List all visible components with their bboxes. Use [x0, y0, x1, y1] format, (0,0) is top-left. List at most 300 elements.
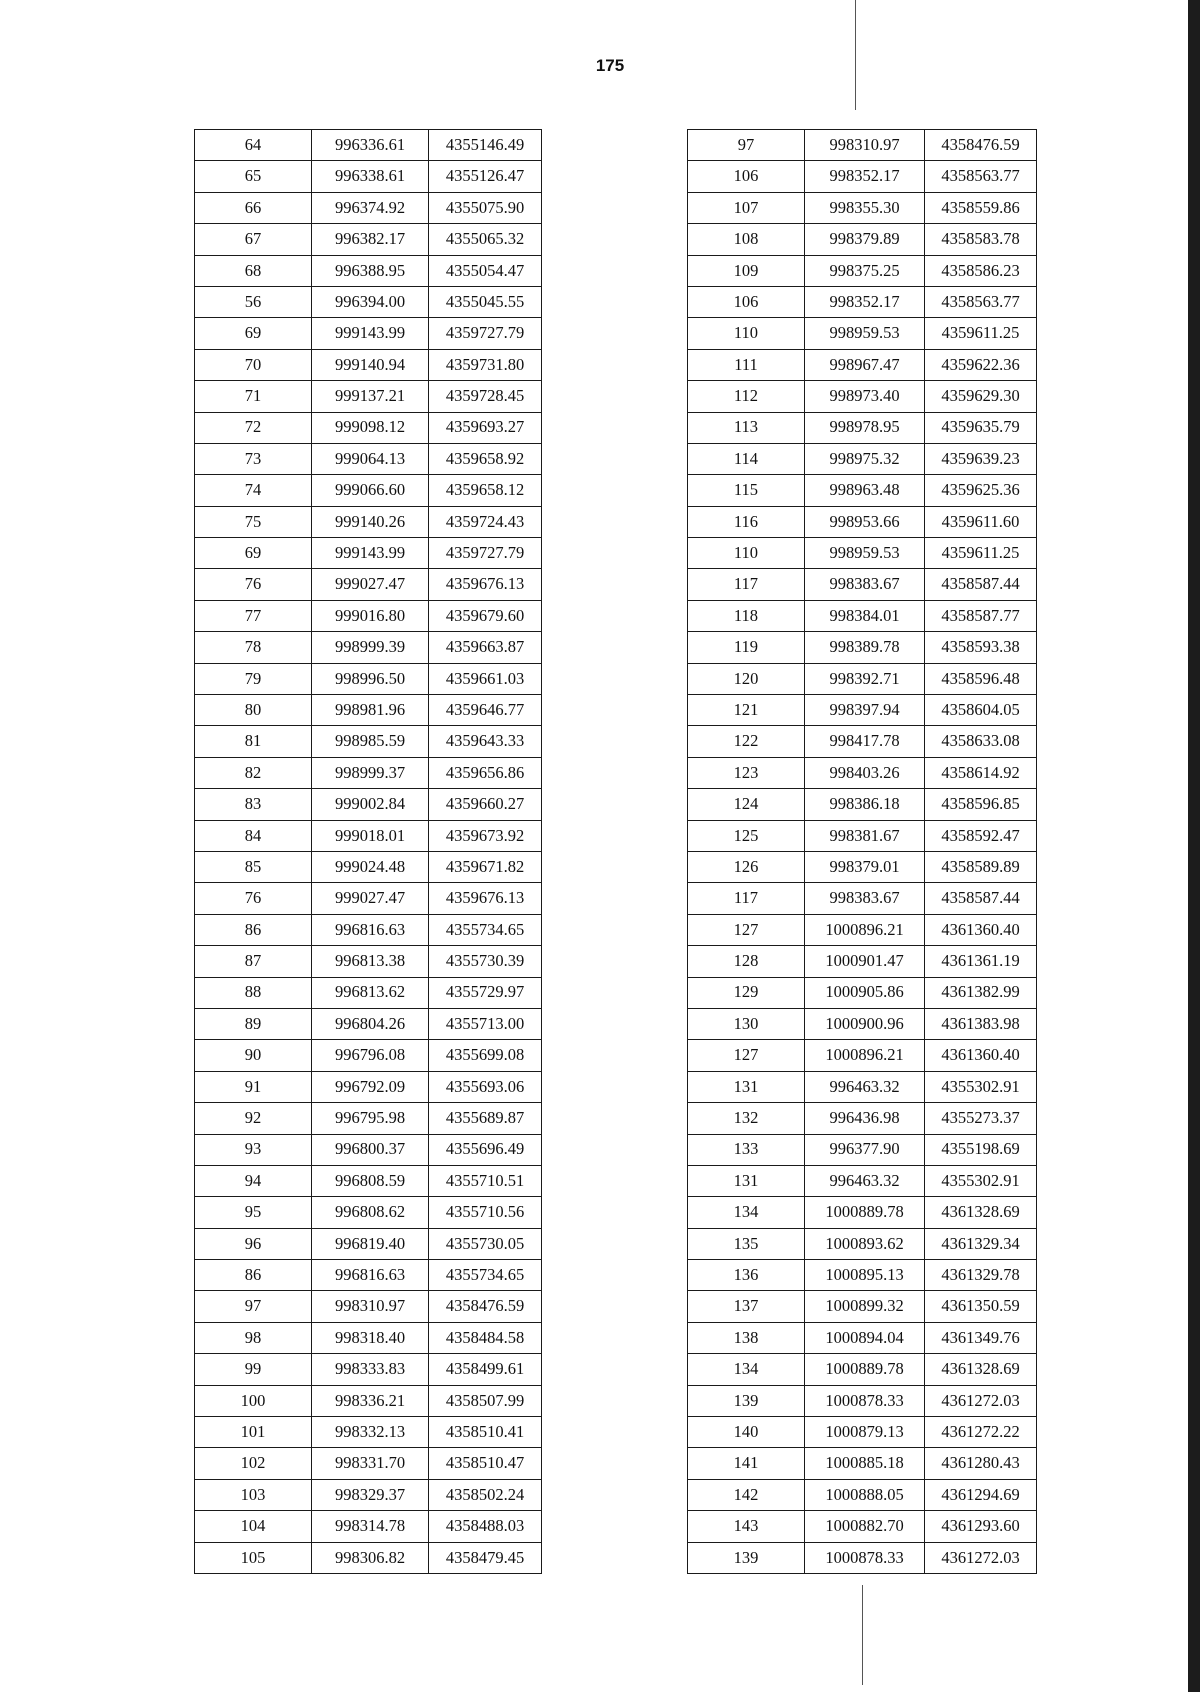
y-coordinate-cell: 4361272.22	[925, 1417, 1037, 1448]
x-coordinate-cell: 996804.26	[312, 1008, 429, 1039]
x-coordinate-cell: 998967.47	[805, 349, 925, 380]
point-number-cell: 124	[688, 789, 805, 820]
x-coordinate-cell: 998981.96	[312, 695, 429, 726]
y-coordinate-cell: 4358583.78	[925, 224, 1037, 255]
table-row	[195, 1197, 542, 1228]
table-row	[195, 349, 542, 380]
y-coordinate-cell: 4361360.40	[925, 914, 1037, 945]
x-coordinate-cell: 999098.12	[312, 412, 429, 443]
y-coordinate-cell: 4359724.43	[429, 506, 542, 537]
x-coordinate-cell: 999137.21	[312, 381, 429, 412]
x-coordinate-cell: 998333.83	[312, 1354, 429, 1385]
x-coordinate-cell: 998329.37	[312, 1479, 429, 1510]
x-coordinate-cell: 999140.94	[312, 349, 429, 380]
table-row	[195, 475, 542, 506]
x-coordinate-cell: 998352.17	[805, 161, 925, 192]
x-coordinate-cell: 996819.40	[312, 1228, 429, 1259]
y-coordinate-cell: 4359676.13	[429, 883, 542, 914]
point-number-cell: 79	[195, 663, 312, 694]
x-coordinate-cell: 998355.30	[805, 192, 925, 223]
point-number-cell: 102	[195, 1448, 312, 1479]
table-row	[195, 789, 542, 820]
point-number-cell: 89	[195, 1008, 312, 1039]
x-coordinate-cell: 1000888.05	[805, 1479, 925, 1510]
y-coordinate-cell: 4355146.49	[429, 130, 542, 161]
x-coordinate-cell: 998389.78	[805, 632, 925, 663]
table-row	[195, 757, 542, 788]
x-coordinate-cell: 998996.50	[312, 663, 429, 694]
y-coordinate-cell: 4355734.65	[429, 914, 542, 945]
x-coordinate-cell: 998392.71	[805, 663, 925, 694]
y-coordinate-cell: 4359727.79	[429, 318, 542, 349]
x-coordinate-cell: 1000905.86	[805, 977, 925, 1008]
y-coordinate-cell: 4355126.47	[429, 161, 542, 192]
y-coordinate-cell: 4358593.38	[925, 632, 1037, 663]
table-row	[688, 789, 1037, 820]
x-coordinate-cell: 998379.01	[805, 851, 925, 882]
table-row	[688, 1134, 1037, 1165]
table-row	[195, 192, 542, 223]
y-coordinate-cell: 4359635.79	[925, 412, 1037, 443]
y-coordinate-cell: 4358488.03	[429, 1511, 542, 1542]
x-coordinate-cell: 1000895.13	[805, 1260, 925, 1291]
y-coordinate-cell: 4361349.76	[925, 1322, 1037, 1353]
x-coordinate-cell: 1000896.21	[805, 914, 925, 945]
x-coordinate-cell: 998985.59	[312, 726, 429, 757]
x-coordinate-cell: 999002.84	[312, 789, 429, 820]
x-coordinate-cell: 998963.48	[805, 475, 925, 506]
point-number-cell: 138	[688, 1322, 805, 1353]
table-row	[195, 946, 542, 977]
y-coordinate-cell: 4358510.41	[429, 1417, 542, 1448]
x-coordinate-cell: 998381.67	[805, 820, 925, 851]
point-number-cell: 121	[688, 695, 805, 726]
table-row	[195, 1354, 542, 1385]
x-coordinate-cell: 999027.47	[312, 883, 429, 914]
x-coordinate-cell: 996463.32	[805, 1071, 925, 1102]
point-number-cell: 68	[195, 255, 312, 286]
point-number-cell: 128	[688, 946, 805, 977]
y-coordinate-cell: 4355065.32	[429, 224, 542, 255]
table-row	[688, 349, 1037, 380]
y-coordinate-cell: 4361294.69	[925, 1479, 1037, 1510]
table-row	[688, 1322, 1037, 1353]
table-row	[195, 914, 542, 945]
table-row	[688, 1165, 1037, 1196]
y-coordinate-cell: 4355273.37	[925, 1103, 1037, 1134]
x-coordinate-cell: 996808.62	[312, 1197, 429, 1228]
table-row	[688, 192, 1037, 223]
coordinates-table-left	[194, 129, 542, 1574]
y-coordinate-cell: 4358502.24	[429, 1479, 542, 1510]
y-coordinate-cell: 4358633.08	[925, 726, 1037, 757]
point-number-cell: 84	[195, 820, 312, 851]
point-number-cell: 95	[195, 1197, 312, 1228]
x-coordinate-cell: 998959.53	[805, 318, 925, 349]
point-number-cell: 69	[195, 318, 312, 349]
x-coordinate-cell: 998975.32	[805, 443, 925, 474]
table-row	[688, 443, 1037, 474]
point-number-cell: 101	[195, 1417, 312, 1448]
point-number-cell: 143	[688, 1511, 805, 1542]
point-number-cell: 72	[195, 412, 312, 443]
point-number-cell: 131	[688, 1071, 805, 1102]
y-coordinate-cell: 4355054.47	[429, 255, 542, 286]
x-coordinate-cell: 1000901.47	[805, 946, 925, 977]
x-coordinate-cell: 998383.67	[805, 883, 925, 914]
y-coordinate-cell: 4355302.91	[925, 1165, 1037, 1196]
table-row	[688, 1417, 1037, 1448]
point-number-cell: 65	[195, 161, 312, 192]
table-row	[688, 1354, 1037, 1385]
point-number-cell: 111	[688, 349, 805, 380]
table-row	[688, 475, 1037, 506]
y-coordinate-cell: 4359643.33	[429, 726, 542, 757]
point-number-cell: 56	[195, 286, 312, 317]
point-number-cell: 130	[688, 1008, 805, 1039]
y-coordinate-cell: 4359656.86	[429, 757, 542, 788]
y-coordinate-cell: 4358614.92	[925, 757, 1037, 788]
y-coordinate-cell: 4359660.27	[429, 789, 542, 820]
x-coordinate-cell: 996813.38	[312, 946, 429, 977]
y-coordinate-cell: 4355710.56	[429, 1197, 542, 1228]
y-coordinate-cell: 4359693.27	[429, 412, 542, 443]
point-number-cell: 122	[688, 726, 805, 757]
table-row	[195, 1165, 542, 1196]
table-row	[195, 1040, 542, 1071]
table-row	[688, 883, 1037, 914]
table-row	[688, 1228, 1037, 1259]
table-row	[195, 1008, 542, 1039]
y-coordinate-cell: 4359611.60	[925, 506, 1037, 537]
point-number-cell: 99	[195, 1354, 312, 1385]
y-coordinate-cell: 4359658.92	[429, 443, 542, 474]
point-number-cell: 87	[195, 946, 312, 977]
x-coordinate-cell: 996795.98	[312, 1103, 429, 1134]
y-coordinate-cell: 4361360.40	[925, 1040, 1037, 1071]
y-coordinate-cell: 4359625.36	[925, 475, 1037, 506]
x-coordinate-cell: 999027.47	[312, 569, 429, 600]
table-row	[688, 161, 1037, 192]
point-number-cell: 115	[688, 475, 805, 506]
table-row	[688, 381, 1037, 412]
table-row	[195, 977, 542, 1008]
x-coordinate-cell: 999016.80	[312, 600, 429, 631]
table-row	[688, 1103, 1037, 1134]
x-coordinate-cell: 999143.99	[312, 538, 429, 569]
point-number-cell: 75	[195, 506, 312, 537]
table-row	[688, 1542, 1037, 1573]
x-coordinate-cell: 996796.08	[312, 1040, 429, 1071]
point-number-cell: 76	[195, 883, 312, 914]
table-row	[688, 851, 1037, 882]
point-number-cell: 94	[195, 1165, 312, 1196]
point-number-cell: 116	[688, 506, 805, 537]
y-coordinate-cell: 4359676.13	[429, 569, 542, 600]
y-coordinate-cell: 4359639.23	[925, 443, 1037, 474]
x-coordinate-cell: 996816.63	[312, 1260, 429, 1291]
table-row	[688, 1291, 1037, 1322]
coordinates-table-right	[687, 129, 1037, 1574]
y-coordinate-cell: 4358586.23	[925, 255, 1037, 286]
point-number-cell: 114	[688, 443, 805, 474]
table-row	[688, 318, 1037, 349]
x-coordinate-cell: 998310.97	[805, 130, 925, 161]
y-coordinate-cell: 4359731.80	[429, 349, 542, 380]
table-row	[195, 569, 542, 600]
point-number-cell: 109	[688, 255, 805, 286]
point-number-cell: 117	[688, 883, 805, 914]
point-number-cell: 97	[195, 1291, 312, 1322]
table-row	[195, 538, 542, 569]
table-row	[688, 695, 1037, 726]
y-coordinate-cell: 4355730.39	[429, 946, 542, 977]
point-number-cell: 76	[195, 569, 312, 600]
table-row	[195, 663, 542, 694]
point-number-cell: 134	[688, 1197, 805, 1228]
point-number-cell: 96	[195, 1228, 312, 1259]
table-row	[195, 1448, 542, 1479]
y-coordinate-cell: 4355710.51	[429, 1165, 542, 1196]
table-row	[195, 224, 542, 255]
table-row	[195, 695, 542, 726]
x-coordinate-cell: 998314.78	[312, 1511, 429, 1542]
x-coordinate-cell: 996394.00	[312, 286, 429, 317]
point-number-cell: 137	[688, 1291, 805, 1322]
table-row	[195, 381, 542, 412]
point-number-cell: 120	[688, 663, 805, 694]
y-coordinate-cell: 4358476.59	[429, 1291, 542, 1322]
y-coordinate-cell: 4355734.65	[429, 1260, 542, 1291]
x-coordinate-cell: 996338.61	[312, 161, 429, 192]
point-number-cell: 118	[688, 600, 805, 631]
y-coordinate-cell: 4358587.77	[925, 600, 1037, 631]
y-coordinate-cell: 4358587.44	[925, 569, 1037, 600]
point-number-cell: 92	[195, 1103, 312, 1134]
table-row	[688, 663, 1037, 694]
table-row	[195, 1511, 542, 1542]
point-number-cell: 126	[688, 851, 805, 882]
y-coordinate-cell: 4358587.44	[925, 883, 1037, 914]
point-number-cell: 83	[195, 789, 312, 820]
x-coordinate-cell: 1000879.13	[805, 1417, 925, 1448]
table-row	[688, 286, 1037, 317]
table-row	[688, 946, 1037, 977]
table-row	[195, 1103, 542, 1134]
table-row	[195, 130, 542, 161]
point-number-cell: 134	[688, 1354, 805, 1385]
y-coordinate-cell: 4361328.69	[925, 1354, 1037, 1385]
table-row	[688, 1385, 1037, 1416]
x-coordinate-cell: 996813.62	[312, 977, 429, 1008]
point-number-cell: 133	[688, 1134, 805, 1165]
point-number-cell: 142	[688, 1479, 805, 1510]
point-number-cell: 139	[688, 1385, 805, 1416]
x-coordinate-cell: 996388.95	[312, 255, 429, 286]
x-coordinate-cell: 996377.90	[805, 1134, 925, 1165]
point-number-cell: 66	[195, 192, 312, 223]
point-number-cell: 77	[195, 600, 312, 631]
x-coordinate-cell: 996374.92	[312, 192, 429, 223]
y-coordinate-cell: 4358510.47	[429, 1448, 542, 1479]
x-coordinate-cell: 1000878.33	[805, 1542, 925, 1573]
y-coordinate-cell: 4359622.36	[925, 349, 1037, 380]
scan-mark-bottom	[862, 1585, 863, 1685]
table-row	[195, 1542, 542, 1573]
y-coordinate-cell: 4355693.06	[429, 1071, 542, 1102]
x-coordinate-cell: 1000896.21	[805, 1040, 925, 1071]
table-row	[195, 820, 542, 851]
x-coordinate-cell: 998999.39	[312, 632, 429, 663]
table-row	[195, 600, 542, 631]
y-coordinate-cell: 4355713.00	[429, 1008, 542, 1039]
point-number-cell: 132	[688, 1103, 805, 1134]
table-row	[195, 255, 542, 286]
x-coordinate-cell: 1000885.18	[805, 1448, 925, 1479]
table-row	[688, 538, 1037, 569]
table-row	[688, 255, 1037, 286]
x-coordinate-cell: 998417.78	[805, 726, 925, 757]
table-row	[688, 726, 1037, 757]
y-coordinate-cell: 4358596.85	[925, 789, 1037, 820]
y-coordinate-cell: 4358592.47	[925, 820, 1037, 851]
table-row	[688, 569, 1037, 600]
y-coordinate-cell: 4359727.79	[429, 538, 542, 569]
table-row	[688, 1197, 1037, 1228]
point-number-cell: 127	[688, 1040, 805, 1071]
point-number-cell: 88	[195, 977, 312, 1008]
x-coordinate-cell: 996436.98	[805, 1103, 925, 1134]
point-number-cell: 107	[688, 192, 805, 223]
y-coordinate-cell: 4361272.03	[925, 1385, 1037, 1416]
y-coordinate-cell: 4361329.78	[925, 1260, 1037, 1291]
point-number-cell: 103	[195, 1479, 312, 1510]
x-coordinate-cell: 1000899.32	[805, 1291, 925, 1322]
table-row	[688, 412, 1037, 443]
x-coordinate-cell: 996808.59	[312, 1165, 429, 1196]
point-number-cell: 70	[195, 349, 312, 380]
point-number-cell: 67	[195, 224, 312, 255]
table-row	[688, 506, 1037, 537]
table-row	[688, 1071, 1037, 1102]
table-row	[195, 1071, 542, 1102]
table-row	[195, 161, 542, 192]
x-coordinate-cell: 998978.95	[805, 412, 925, 443]
point-number-cell: 106	[688, 161, 805, 192]
y-coordinate-cell: 4355699.08	[429, 1040, 542, 1071]
point-number-cell: 71	[195, 381, 312, 412]
y-coordinate-cell: 4355696.49	[429, 1134, 542, 1165]
table-row	[195, 1385, 542, 1416]
y-coordinate-cell: 4361382.99	[925, 977, 1037, 1008]
y-coordinate-cell: 4359611.25	[925, 318, 1037, 349]
table-row	[195, 1322, 542, 1353]
x-coordinate-cell: 998331.70	[312, 1448, 429, 1479]
point-number-cell: 100	[195, 1385, 312, 1416]
table-row	[688, 820, 1037, 851]
x-coordinate-cell: 998318.40	[312, 1322, 429, 1353]
x-coordinate-cell: 996336.61	[312, 130, 429, 161]
point-number-cell: 91	[195, 1071, 312, 1102]
point-number-cell: 64	[195, 130, 312, 161]
table-row	[195, 286, 542, 317]
table-row	[195, 632, 542, 663]
table-row	[195, 851, 542, 882]
y-coordinate-cell: 4358589.89	[925, 851, 1037, 882]
table-row	[688, 1479, 1037, 1510]
x-coordinate-cell: 998375.25	[805, 255, 925, 286]
table-row	[195, 1479, 542, 1510]
table-row	[195, 1417, 542, 1448]
point-number-cell: 136	[688, 1260, 805, 1291]
table-row	[688, 1448, 1037, 1479]
y-coordinate-cell: 4359679.60	[429, 600, 542, 631]
table-row	[688, 977, 1037, 1008]
point-number-cell: 141	[688, 1448, 805, 1479]
point-number-cell: 106	[688, 286, 805, 317]
point-number-cell: 135	[688, 1228, 805, 1259]
table-row	[688, 632, 1037, 663]
x-coordinate-cell: 998352.17	[805, 286, 925, 317]
point-number-cell: 123	[688, 757, 805, 788]
table-row	[688, 914, 1037, 945]
x-coordinate-cell: 1000878.33	[805, 1385, 925, 1416]
point-number-cell: 125	[688, 820, 805, 851]
y-coordinate-cell: 4358484.58	[429, 1322, 542, 1353]
point-number-cell: 78	[195, 632, 312, 663]
y-coordinate-cell: 4355730.05	[429, 1228, 542, 1259]
x-coordinate-cell: 998973.40	[805, 381, 925, 412]
point-number-cell: 81	[195, 726, 312, 757]
y-coordinate-cell: 4358563.77	[925, 286, 1037, 317]
y-coordinate-cell: 4355729.97	[429, 977, 542, 1008]
x-coordinate-cell: 999140.26	[312, 506, 429, 537]
y-coordinate-cell: 4359671.82	[429, 851, 542, 882]
point-number-cell: 112	[688, 381, 805, 412]
table-row	[195, 1134, 542, 1165]
y-coordinate-cell: 4355302.91	[925, 1071, 1037, 1102]
point-number-cell: 119	[688, 632, 805, 663]
table-row	[688, 1040, 1037, 1071]
x-coordinate-cell: 1000894.04	[805, 1322, 925, 1353]
page-number: 175	[595, 56, 625, 75]
point-number-cell: 86	[195, 914, 312, 945]
x-coordinate-cell: 999064.13	[312, 443, 429, 474]
x-coordinate-cell: 998306.82	[312, 1542, 429, 1573]
point-number-cell: 117	[688, 569, 805, 600]
point-number-cell: 93	[195, 1134, 312, 1165]
y-coordinate-cell: 4358596.48	[925, 663, 1037, 694]
table-row	[195, 443, 542, 474]
x-coordinate-cell: 996382.17	[312, 224, 429, 255]
table-row	[688, 130, 1037, 161]
x-coordinate-cell: 998953.66	[805, 506, 925, 537]
y-coordinate-cell: 4359658.12	[429, 475, 542, 506]
table-row	[195, 318, 542, 349]
table-row	[688, 1008, 1037, 1039]
y-coordinate-cell: 4361328.69	[925, 1197, 1037, 1228]
y-coordinate-cell: 4361293.60	[925, 1511, 1037, 1542]
y-coordinate-cell: 4358559.86	[925, 192, 1037, 223]
table-row	[688, 1260, 1037, 1291]
point-number-cell: 108	[688, 224, 805, 255]
table-row	[195, 883, 542, 914]
point-number-cell: 105	[195, 1542, 312, 1573]
x-coordinate-cell: 998397.94	[805, 695, 925, 726]
table-row	[195, 1291, 542, 1322]
y-coordinate-cell: 4361272.03	[925, 1542, 1037, 1573]
point-number-cell: 127	[688, 914, 805, 945]
